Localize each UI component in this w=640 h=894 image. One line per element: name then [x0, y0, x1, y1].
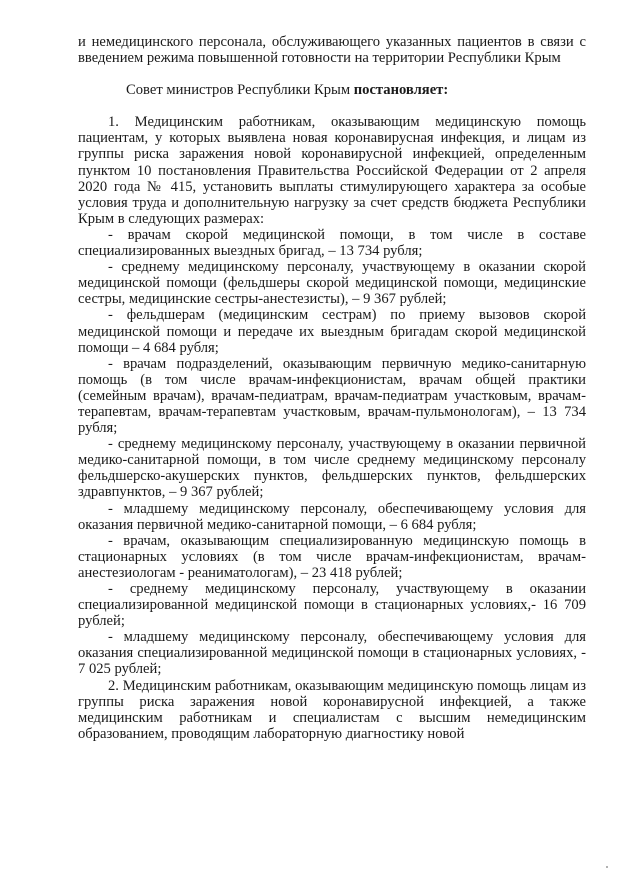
list-item: - врачам, оказывающим специализированную медицинскую помощь в стационарных условиях (в том числе врачам-инфекционистам, врачам-анестезиологам - реаниматологам), – 23 418 рублей; [78, 532, 586, 581]
decree-line [78, 82, 586, 98]
list-item: - врачам подразделений, оказывающим первичную медико-санитарную помощь (в том числе врачам-инфекционистам, врачам общей практики (семейным врачам), врачам-педиатрам, врачам-педиатрам участковым, врачам-терапевтам, врачам-терапевтам участковым, врачам-пульмонологам), – 13 734 рубля; [78, 355, 586, 437]
list-item: - среднему медицинскому персоналу, участвующему в оказании специализированной медицинской помощи в стационарных условиях,- 16 709 рублей; [78, 581, 586, 630]
list-item: - младшему медицинскому персоналу, обеспечивающему условия для оказания первичной медико-санитарной помощи, – 6 684 рубля; [78, 500, 586, 533]
decree-verb: постановляет: [353, 82, 449, 99]
scan-speck [606, 866, 608, 868]
list-item: - среднему медицинскому персоналу, участвующему в оказании первичной медико-санитарной помощи, в том числе среднему медицинскому персоналу фельдшерско-акушерских пунктов, фельдшерских пунктов, фельдшерских здравпунктов, – 9 367 рублей; [78, 436, 586, 501]
document-page [78, 34, 586, 742]
list-item: - среднему медицинскому персоналу, участвующему в оказании скорой медицинской помощи (фельдшеры скорой медицинской помощи, медицинские сестры, медицинские сестры-анестезисты), – 9 367 рублей; [78, 259, 586, 308]
list-item: - фельдшерам (медицинским сестрам) по приему вызовов скорой медицинской помощи и передаче их выездным бригадам скорой медицинской помощи – 4 684 рубля; [78, 307, 586, 356]
clause-2-paragraph: 2. Медицинским работникам, оказывающим медицинскую помощь лицам из группы риска заражения новой коронавирусной инфекцией, а также медицинским работникам и специалистам с высшим немедицинским образованием, проводящим лабораторную диагностику новой [78, 677, 586, 742]
list-item: - младшему медицинскому персоналу, обеспечивающему условия для оказания специализированной медицинской помощи в стационарных условиях, - 7 025 рублей; [78, 629, 586, 678]
list-item: - врачам скорой медицинской помощи, в том числе в составе специализированных выездных бригад, – 13 734 рубля; [78, 226, 586, 260]
decree-text: Совет министров Республики Крым [126, 82, 354, 99]
intro-paragraph: и немедицинского персонала, обслуживающего указанных пациентов в связи с введением режима повышенной готовности на территории Республики Крым [78, 34, 586, 67]
clause-1-paragraph: 1. Медицинским работникам, оказывающим медицинскую помощь пациентам, у которых выявлена новая коронавирусная инфекция, и лицам из группы риска заражения новой коронавирусной инфекцией, определенным пунктом 10 постановления Правительства Российской Федерации от 2 апреля 2020 года № 415, установить выплаты стимулирующего характера за особые условия труда и дополнительную нагрузку за счет средств бюджета Республики Крым в следующих размерах: [78, 114, 586, 227]
